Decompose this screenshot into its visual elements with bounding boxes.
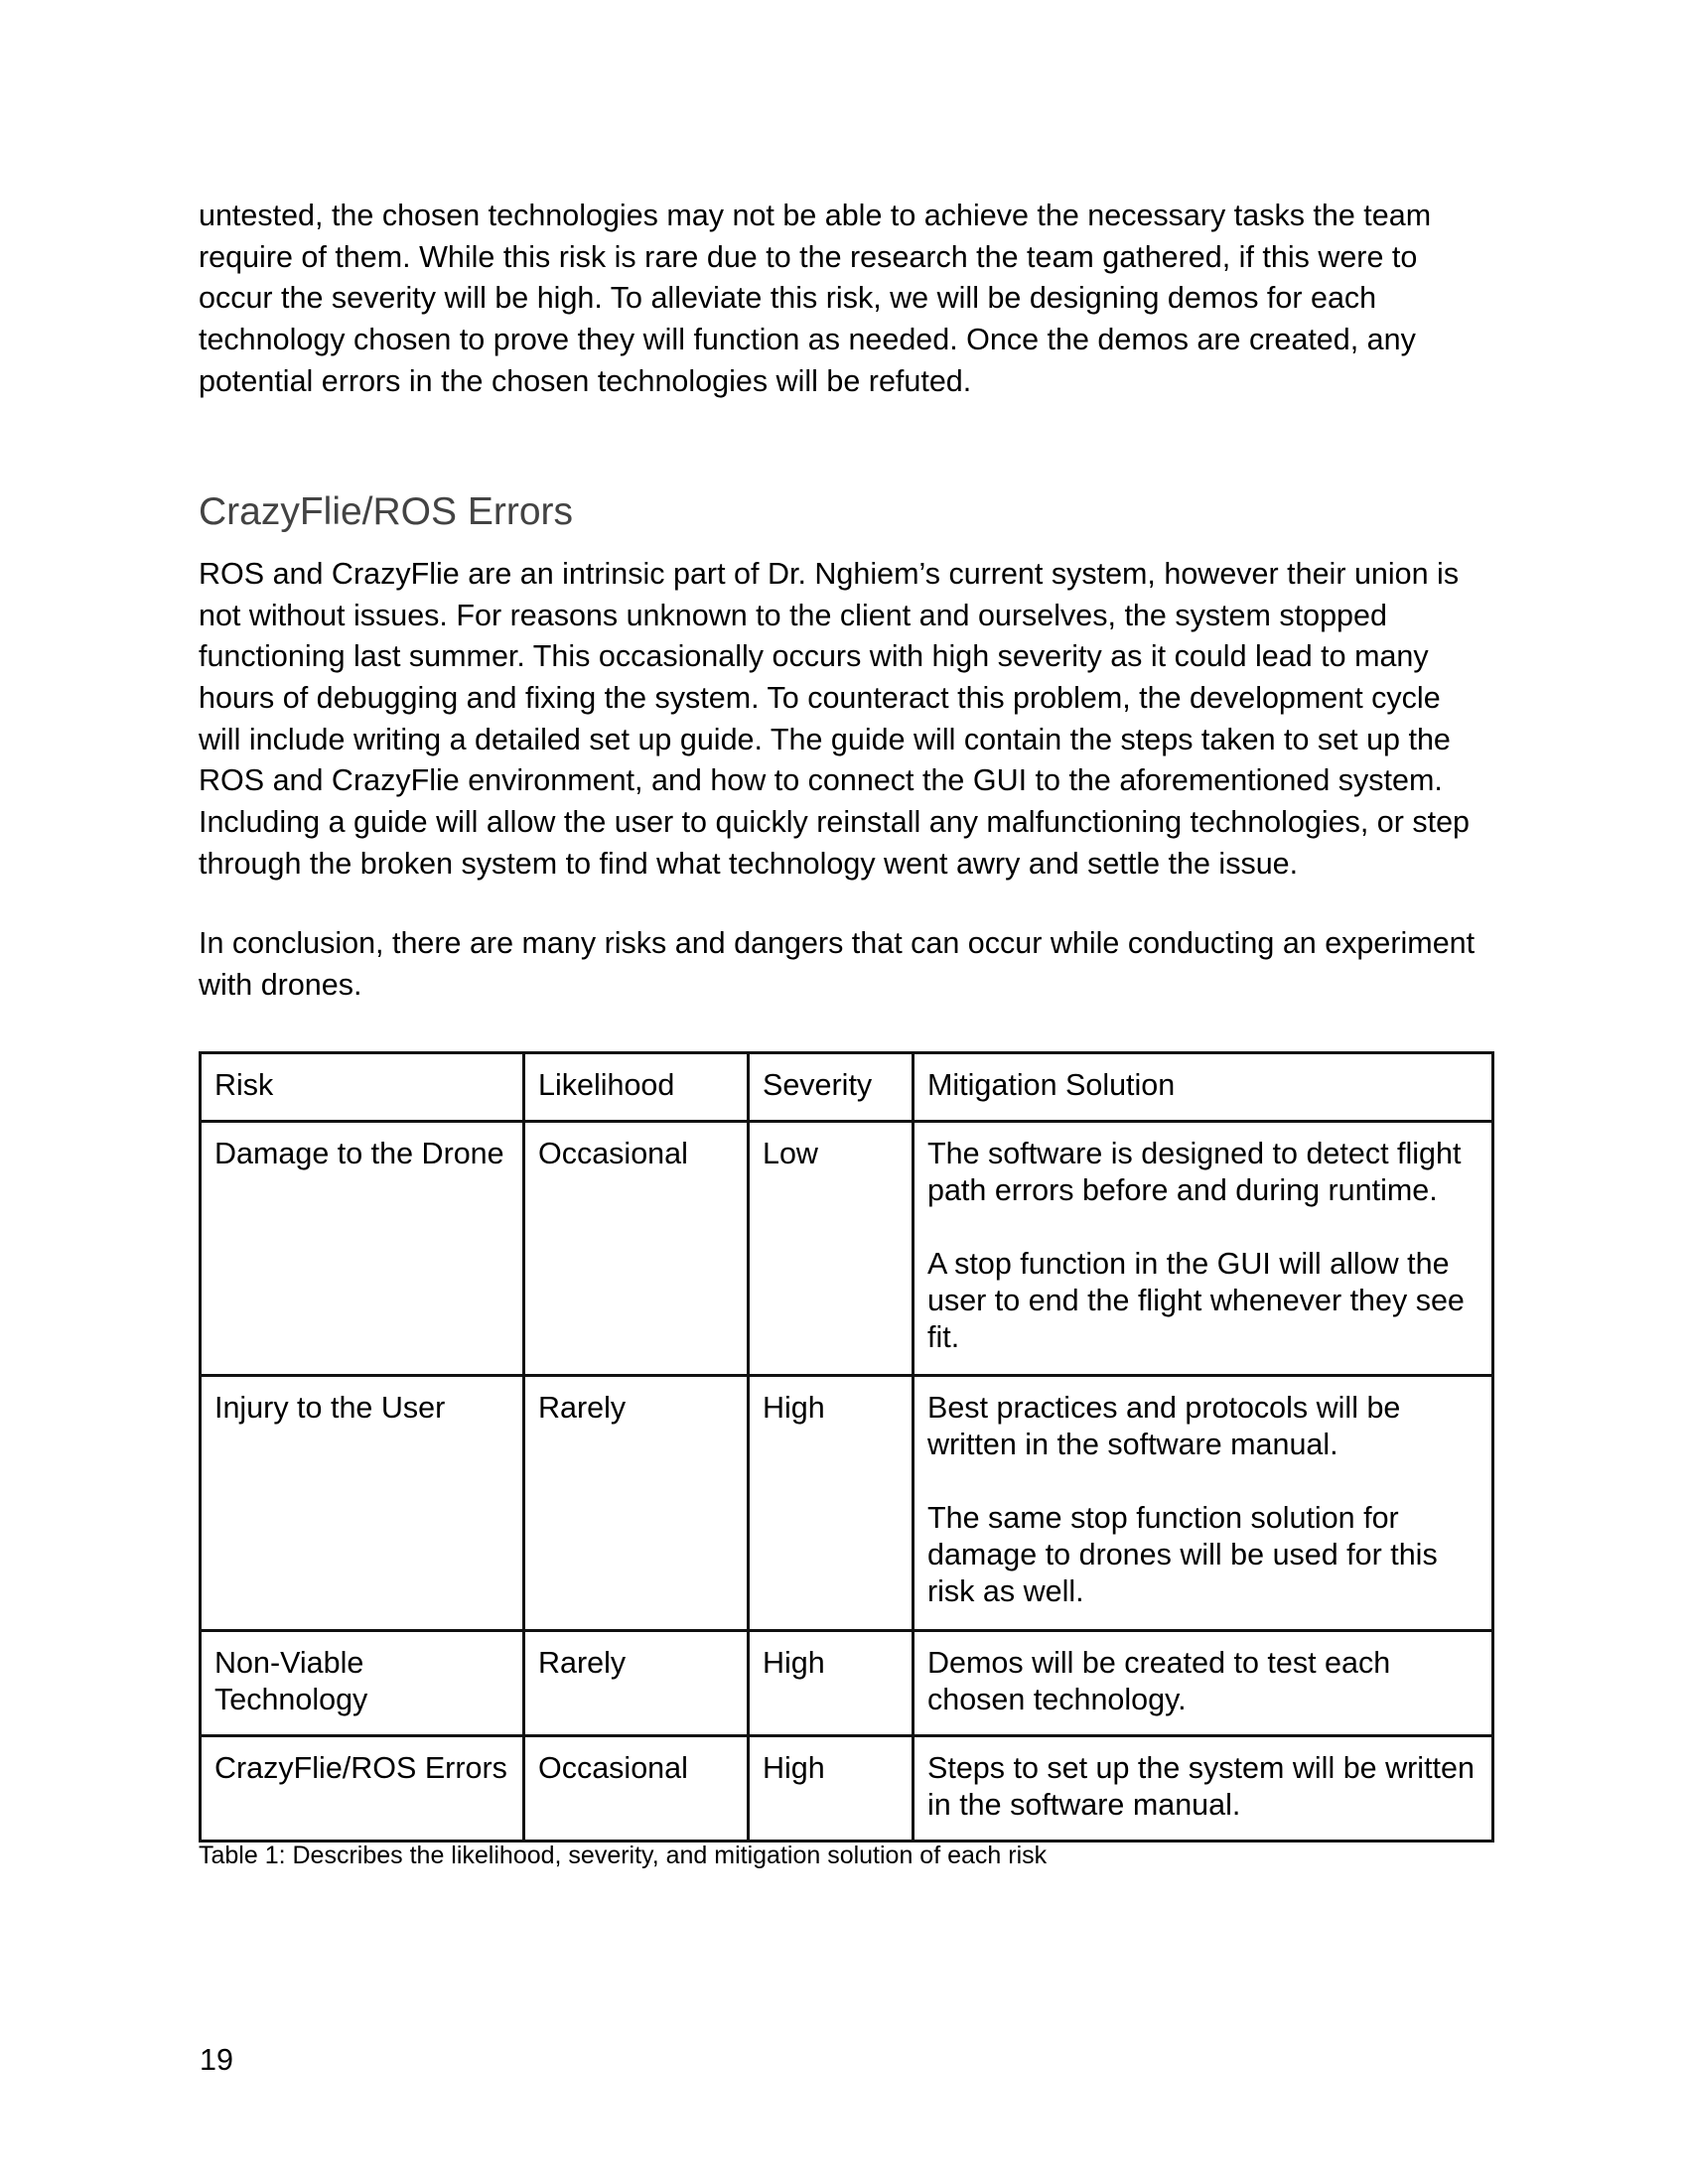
table-row: [201, 1376, 1493, 1631]
cell-risk: CrazyFlie/ROS Errors: [201, 1736, 524, 1842]
table-caption: Table 1: Describes the likelihood, severity, and mitigation solution of each risk: [199, 1842, 1048, 1869]
paragraph-line: not without issues. For reasons unknown to the client and ourselves, the system stopped: [199, 598, 1387, 632]
cell-risk: Non-Viable Technology: [201, 1631, 524, 1736]
header-risk: Risk: [201, 1053, 524, 1122]
cell-mitigation: The software is designed to detect flight path errors before and during runtime. A stop function in the GUI will allow the user to end the flight whenever they see fit.: [914, 1122, 1493, 1376]
paragraph-line: hours of debugging and fixing the system. To counteract this problem, the development cycle: [199, 681, 1441, 716]
paragraph-line: with drones.: [199, 967, 362, 1002]
cell-severity: High: [749, 1736, 914, 1842]
cell-likelihood: Rarely: [524, 1631, 749, 1736]
header-mitigation: Mitigation Solution: [914, 1053, 1493, 1122]
cell-likelihood: Rarely: [524, 1376, 749, 1631]
paragraph-line: potential errors in the chosen technologies will be refuted.: [199, 363, 972, 398]
header-likelihood: Likelihood: [524, 1053, 749, 1122]
cell-mitigation: Best practices and protocols will be written in the software manual. The same stop function solution for damage to drones will be used for this risk as well.: [914, 1376, 1493, 1631]
intro-paragraph: [199, 196, 1499, 402]
paragraph-line: will include writing a detailed set up guide. The guide will contain the steps taken to set up the: [199, 722, 1451, 756]
page-number: 19: [200, 2043, 233, 2077]
paragraph-line: through the broken system to find what technology went awry and settle the issue.: [199, 846, 1299, 881]
section-paragraph: [199, 554, 1499, 886]
cell-severity: High: [749, 1376, 914, 1631]
cell-mitigation: Demos will be created to test each chosen technology.: [914, 1631, 1493, 1736]
paragraph-line: occur the severity will be high. To alleviate this risk, we will be designing demos for each: [199, 281, 1377, 316]
paragraph-line: require of them. While this risk is rare due to the research the team gathered, if this were to: [199, 239, 1418, 274]
paragraph-line: ROS and CrazyFlie are an intrinsic part of Dr. Nghiem’s current system, however their union is: [199, 557, 1460, 591]
table-row: [201, 1736, 1493, 1842]
table-row: [201, 1631, 1493, 1736]
paragraph-line: ROS and CrazyFlie environment, and how to connect the GUI to the aforementioned system.: [199, 763, 1443, 798]
cell-severity: High: [749, 1631, 914, 1736]
table-header-row: [201, 1053, 1493, 1122]
paragraph-line: untested, the chosen technologies may not be able to achieve the necessary tasks the team: [199, 199, 1432, 232]
cell-likelihood: Occasional: [524, 1122, 749, 1376]
cell-mitigation: Steps to set up the system will be written in the software manual.: [914, 1736, 1493, 1842]
paragraph-line: Including a guide will allow the user to quickly reinstall any malfunctioning technologies, or step: [199, 805, 1471, 840]
table-row: [201, 1122, 1493, 1376]
cell-risk: Injury to the User: [201, 1376, 524, 1631]
risk-table: [199, 1051, 1494, 1843]
cell-risk: Damage to the Drone: [201, 1122, 524, 1376]
cell-severity: Low: [749, 1122, 914, 1376]
paragraph-line: functioning last summer. This occasionally occurs with high severity as it could lead to many: [199, 639, 1429, 674]
cell-likelihood: Occasional: [524, 1736, 749, 1842]
section-heading: CrazyFlie/ROS Errors: [199, 490, 574, 533]
paragraph-line: In conclusion, there are many risks and dangers that can occur while conducting an experiment: [199, 926, 1476, 960]
header-severity: Severity: [749, 1053, 914, 1122]
conclusion-paragraph: [199, 923, 1499, 1006]
paragraph-line: technology chosen to prove they will function as needed. Once the demos are created, any: [199, 323, 1416, 357]
